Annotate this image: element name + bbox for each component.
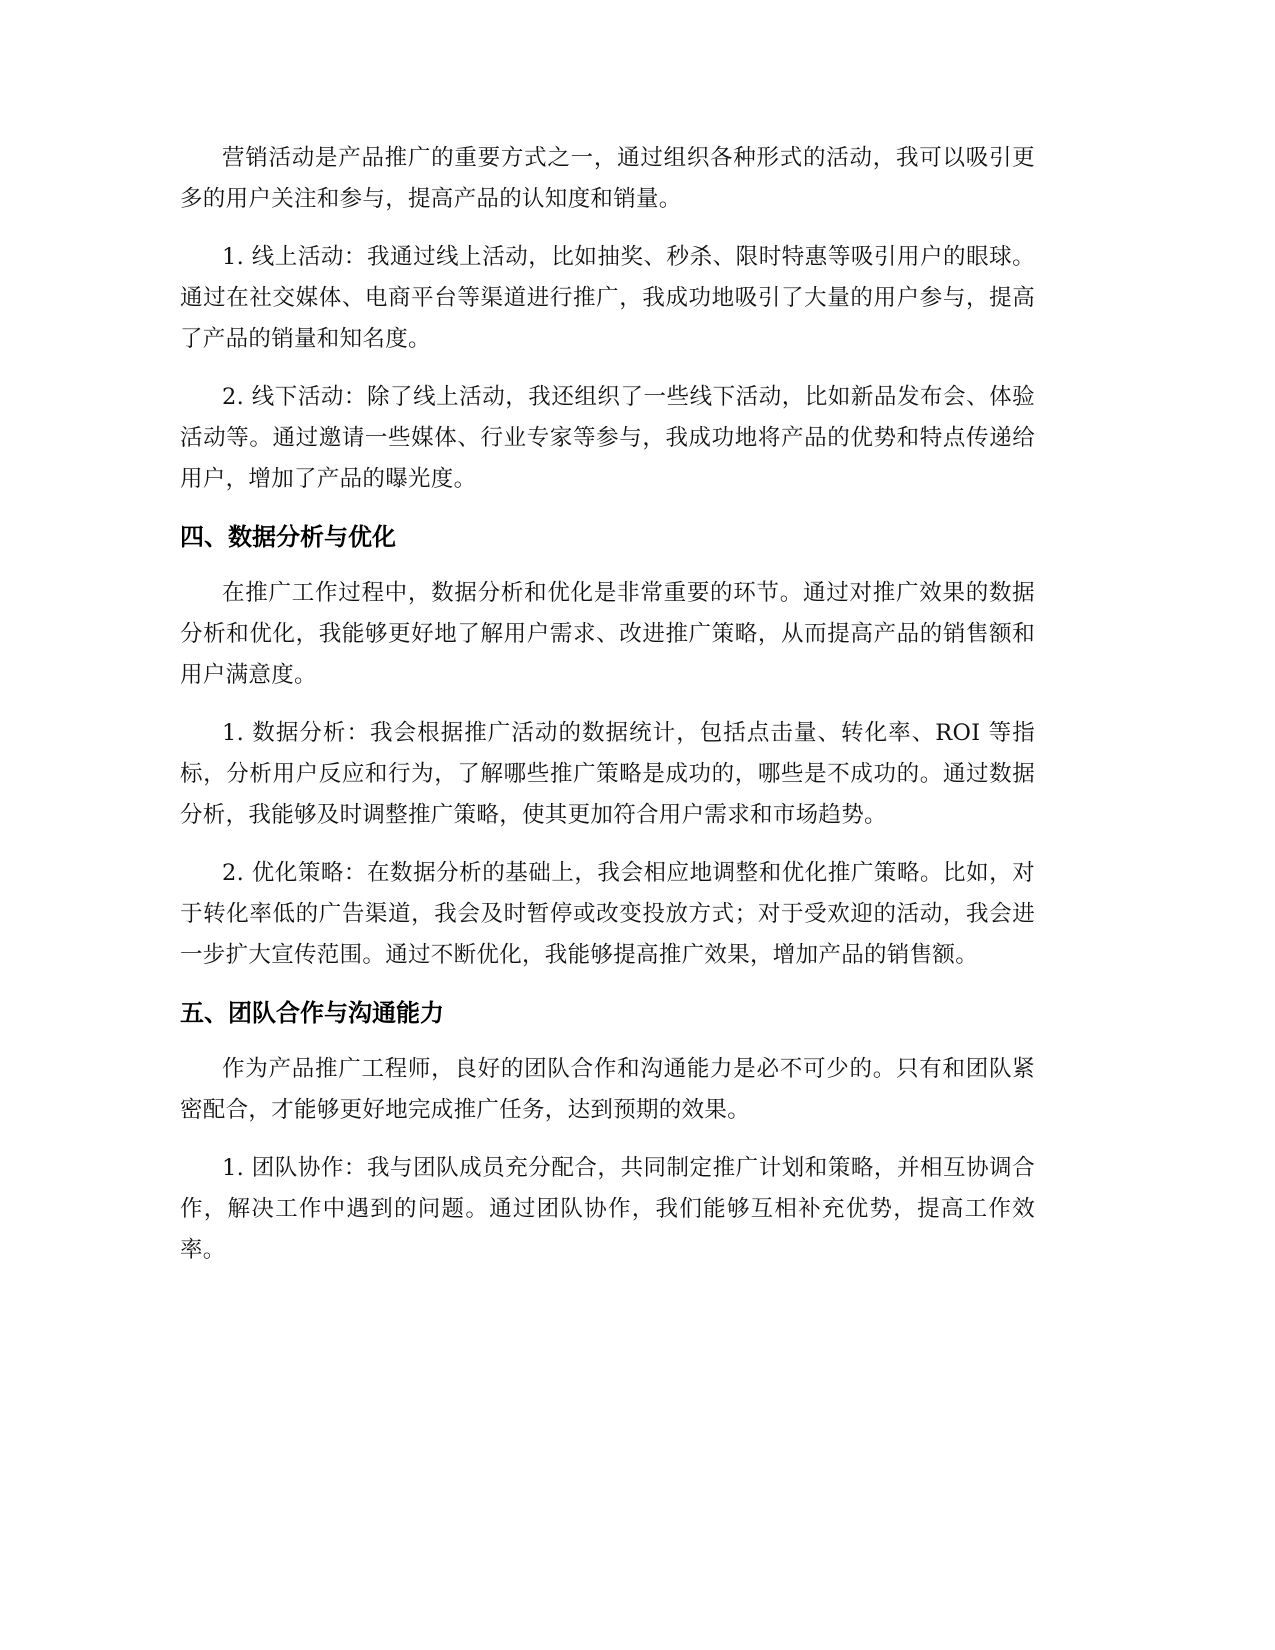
paragraph-team-collaboration: 1. 团队协作：我与团队成员充分配合，共同制定推广计划和策略，并相互协调合作，解决工作中遇到的问题。通过团队协作，我们能够互相补充优势，提高工作效率。 <box>180 1155 1035 1263</box>
paragraph-data-analysis-intro: 在推广工作过程中，数据分析和优化是非常重要的环节。通过对推广效果的数据分析和优化，我能够更好地了解用户需求、改进推广策略，从而提高产品的销售额和用户满意度。 <box>180 580 1035 688</box>
paragraph-marketing-intro: 营销活动是产品推广的重要方式之一，通过组织各种形式的活动，我可以吸引更多的用户关注和参与，提高产品的认知度和销量。 <box>180 145 1035 212</box>
paragraph-online-activities: 1. 线上活动：我通过线上活动，比如抽奖、秒杀、限时特惠等吸引用户的眼球。通过在社交媒体、电商平台等渠道进行推广，我成功地吸引了大量的用户参与，提高了产品的销量和知名度。 <box>180 244 1035 352</box>
paragraph-offline-activities: 2. 线下活动：除了线上活动，我还组织了一些线下活动，比如新品发布会、体验活动等。通过邀请一些媒体、行业专家等参与，我成功地将产品的优势和特点传递给用户，增加了产品的曝光度。 <box>180 384 1035 492</box>
paragraph-optimization-strategy: 2. 优化策略：在数据分析的基础上，我会相应地调整和优化推广策略。比如，对于转化率低的广告渠道，我会及时暂停或改变投放方式；对于受欢迎的活动，我会进一步扩大宣传范围。通过不断优化，我能够提高推广效果，增加产品的销售额。 <box>180 860 1035 968</box>
section-heading-teamwork: 五、团队合作与沟通能力 <box>180 999 444 1027</box>
section-heading-data-analysis: 四、数据分析与优化 <box>180 523 396 551</box>
paragraph-data-analysis-item: 1. 数据分析：我会根据推广活动的数据统计，包括点击量、转化率、ROI 等指标，分析用户反应和行为，了解哪些推广策略是成功的，哪些是不成功的。通过数据分析，我能够及时调整推广策略，使其更加符合用户需求和市场趋势。 <box>180 720 1035 828</box>
document-page <box>180 138 1035 1288</box>
paragraph-teamwork-intro: 作为产品推广工程师，良好的团队合作和沟通能力是必不可少的。只有和团队紧密配合，才能够更好地完成推广任务，达到预期的效果。 <box>180 1056 1035 1123</box>
